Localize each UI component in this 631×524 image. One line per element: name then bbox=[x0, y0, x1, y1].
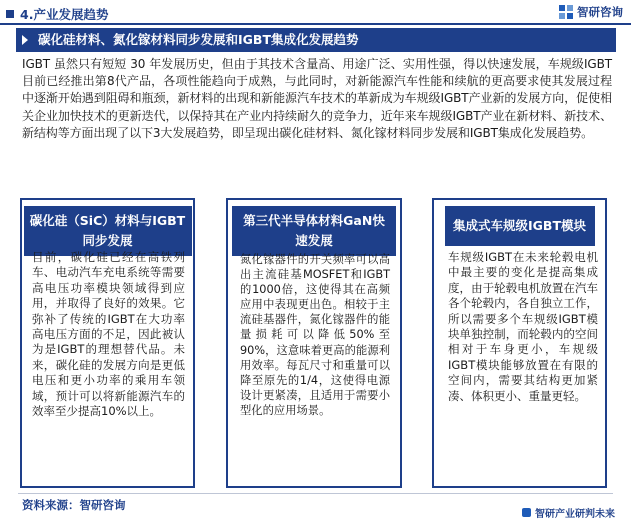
banner-title: 碳化硅材料、氮化镓材料同步发展和IGBT集成化发展趋势 bbox=[38, 32, 359, 47]
footer-brand-icon bbox=[522, 508, 531, 517]
top-header bbox=[0, 0, 631, 24]
footer-brand-text: 智研产业研判未来 bbox=[535, 509, 615, 520]
trend-card-gan bbox=[226, 198, 402, 488]
brand-name: 智研咨询 bbox=[577, 5, 623, 19]
trend-card-body: 目前，碳化硅已经在高铁列车、电动汽车充电系统等需要高电压功率模块领域得到应用，并取得了良好的效果。它弥补了传统的IGBT在大功率高电压方面的不足，因此被认为是IGBT的理想替代品。未来，碳化硅的发展方向是更低电压和更小功率的乘用车领域，预计可以将新能源汽车的效率至少提高10%以上。 bbox=[32, 250, 185, 419]
trend-card-body: 氮化镓器件的开关频率可以高出主流硅基MOSFET和IGBT的1000倍，这使得其在高频应用中表现更出色。相较于主流硅基器件，氮化镓器件的能量损耗可以降低50%至90%，这意味着更高的能源利用效率。每瓦尺寸和重量可以降至原先的1/4，这使得电源设计更紧凑，且适用于需要小型化的应用场景。 bbox=[240, 253, 390, 417]
trend-card-integrated bbox=[432, 198, 607, 488]
trend-card-title: 第三代半导体材料GaN快速发展 bbox=[232, 206, 396, 256]
banner-arrow-icon bbox=[22, 35, 28, 45]
trend-card-title: 碳化硅（SiC）材料与IGBT同步发展 bbox=[24, 206, 192, 256]
trend-card-sic bbox=[20, 198, 195, 488]
section-marker-icon bbox=[6, 10, 14, 18]
data-source: 资料来源：智研咨询 bbox=[22, 498, 126, 512]
footer-brand bbox=[522, 505, 615, 520]
trend-card-body: 车规级IGBT在未来轮毂电机中最主要的变化是提高集成度，由于轮毂电机放置在汽车各个轮毂内，各自独立工作，所以需要多个车规级IGBT模块单独控制，而轮毂内的空间相对于车身更小，车规级IGBT模块能够放置在有限的空间内，需要其结构更加紧凑、体积更小、重量更轻。 bbox=[448, 250, 598, 403]
brand-mark-icon bbox=[559, 5, 573, 19]
header-divider bbox=[0, 23, 631, 25]
trend-card-title: 集成式车规级IGBT模块 bbox=[445, 206, 595, 246]
section-title bbox=[6, 5, 108, 23]
topic-banner bbox=[16, 28, 616, 52]
section-title-text: 4.产业发展趋势 bbox=[20, 7, 109, 22]
footer-divider bbox=[18, 493, 613, 494]
brand-logo bbox=[559, 4, 623, 20]
intro-paragraph: IGBT 虽然只有短短 30 年发展历史，但由于其技术含量高、用途广泛、实用性强，得以快速发展，车规级IGBT目前已经推出第8代产品，各项性能趋向于成熟，与此同时，对新能源汽车性能和续航的更高要求使其发展过程中逐渐开始遇到阻碍和瓶颈，新材料的出现和新能源汽车技术的革新成为车规级IGBT产业新的发展方向，促使相关企业加快技术的更新迭代，以保持其在产业内持续耐久的竞争力，近年来车规级IGBT产业在新材料、新技术、新结构等方面出现了以下3大发展趋势，即呈现出碳化硅材料、氮化镓材料同步发展和IGBT集成化发展趋势。 bbox=[22, 57, 612, 140]
